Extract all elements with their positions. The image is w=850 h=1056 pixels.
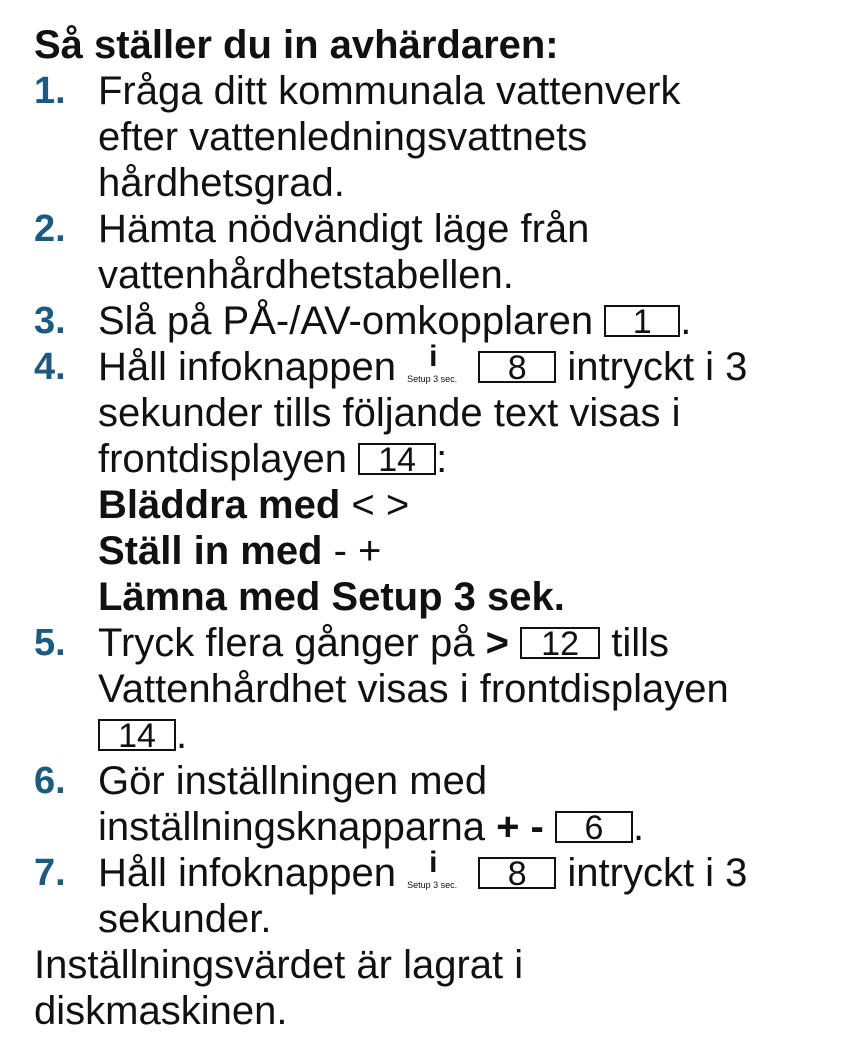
reference-number-box: 14 (358, 443, 436, 475)
step-text-line: sekunder. (98, 897, 272, 941)
display-text-line (98, 482, 834, 528)
punctuation: : (436, 437, 448, 481)
step-text-line: sekunder tills följande text visas i (98, 391, 681, 435)
step-text: frontdisplayen (98, 437, 348, 481)
step-5 (34, 620, 834, 758)
key-symbol: > (485, 621, 509, 665)
step-number: 7. (34, 852, 66, 894)
reference-number-box: 12 (520, 627, 600, 659)
display-symbols: - + (333, 529, 382, 573)
step-number: 2. (34, 208, 66, 250)
step-text: inställningsknapparna (98, 805, 485, 849)
closing-note-line: Inställningsvärdet är lagrat i (34, 943, 524, 987)
step-text-line: vattenhårdhetstabellen. (98, 253, 514, 297)
info-icon-glyph: i (429, 340, 438, 373)
step-text-line (98, 340, 834, 390)
info-button-icon (407, 340, 467, 386)
step-text: Tryck flera gånger på (98, 621, 475, 665)
step-6 (34, 758, 834, 850)
step-text: Slå på PÅ-/AV-omkopplaren (98, 299, 594, 343)
reference-number-box: 6 (555, 811, 633, 843)
step-text-line: Fråga ditt kommunala vattenverk (98, 69, 681, 113)
step-2 (34, 206, 834, 298)
step-text: intryckt i 3 (567, 345, 748, 389)
step-text: intryckt i 3 (567, 851, 748, 895)
display-text-line: Lämna med Setup 3 sek. (98, 575, 565, 619)
step-number: 3. (34, 300, 66, 342)
step-1 (34, 68, 834, 206)
info-icon-caption: Setup 3 sec. (407, 880, 458, 890)
step-text-line (98, 298, 834, 344)
key-symbols: + - (496, 805, 544, 849)
step-text-line: efter vattenledningsvattnets (98, 115, 588, 159)
step-text: tills (611, 621, 669, 665)
step-text-line (98, 804, 834, 850)
punctuation: . (680, 299, 692, 343)
step-text-line: hårdhetsgrad. (98, 161, 345, 205)
punctuation: . (632, 805, 645, 849)
closing-note (34, 942, 834, 1034)
step-number: 6. (34, 760, 66, 802)
step-number: 5. (34, 622, 66, 664)
closing-note-line: diskmaskinen. (34, 989, 288, 1033)
info-icon-glyph: i (429, 846, 438, 879)
reference-number-box: 1 (604, 305, 680, 337)
display-text: Ställ in med (98, 529, 323, 573)
display-text: Bläddra med (98, 483, 341, 527)
step-number: 4. (34, 346, 66, 388)
step-text-line: Gör inställningen med (98, 759, 488, 803)
info-button-icon (407, 846, 467, 892)
step-text-line: Hämta nödvändigt läge från (98, 207, 590, 251)
info-icon-caption: Setup 3 sec. (407, 374, 458, 384)
step-text: Håll infoknappen (98, 851, 396, 895)
display-symbols: < > (351, 483, 410, 527)
reference-number-box: 8 (478, 351, 556, 383)
step-text-line (98, 846, 834, 896)
reference-number-box: 14 (98, 719, 176, 751)
section-heading: Så ställer du in avhärdaren: (34, 23, 559, 67)
punctuation: . (176, 713, 188, 757)
step-text-line (98, 436, 834, 482)
step-7 (34, 846, 834, 942)
display-text-line (98, 528, 834, 574)
step-text-line (98, 712, 834, 758)
step-3 (34, 298, 834, 344)
step-4 (34, 340, 834, 620)
reference-number-box: 8 (478, 857, 556, 889)
instructions-document (34, 22, 834, 1034)
step-number: 1. (34, 70, 66, 112)
step-text-line (98, 620, 834, 666)
step-text-line: Vattenhårdhet visas i frontdisplayen (98, 667, 729, 711)
step-text: Håll infoknappen (98, 345, 396, 389)
